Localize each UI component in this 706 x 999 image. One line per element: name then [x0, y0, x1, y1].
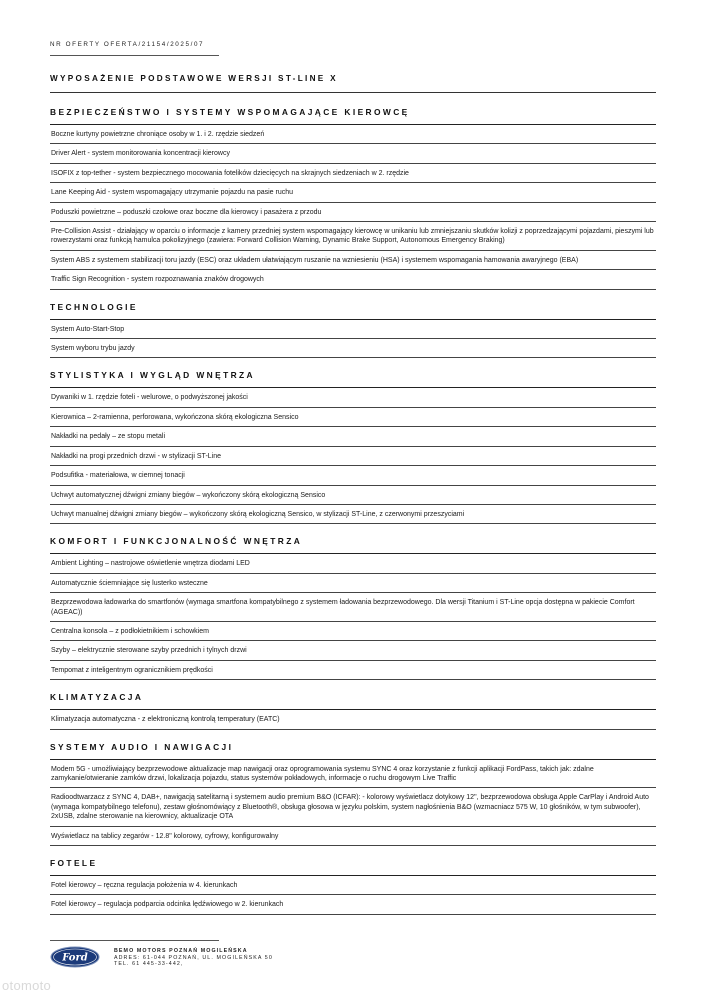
watermark: otomoto [2, 978, 52, 993]
offer-divider [50, 55, 219, 56]
list-item: Boczne kurtyny powietrzne chroniące osoby w 1. i 2. rzędzie siedzeń [50, 125, 656, 144]
title-divider [50, 92, 656, 93]
offer-number: NR OFERTY OFERTA/21154/2025/07 [50, 41, 205, 48]
list-item: Centralna konsola – z podłokietnikiem i schowkiem [50, 622, 656, 641]
dealer-name: BEMO MOTORS POZNAŃ MOGILEŃSKA [114, 948, 248, 954]
section-title: TECHNOLOGIE [50, 302, 656, 320]
list-item: Poduszki powietrzne – poduszki czołowe oraz boczne dla kierowcy i pasażera z przodu [50, 203, 656, 222]
list-item: System wyboru trybu jazdy [50, 339, 656, 358]
section-title: KOMFORT I FUNKCJONALNOŚĆ WNĘTRZA [50, 536, 656, 554]
list-item: Klimatyzacja automatyczna - z elektroniczną kontrolą temperatury (EATC) [50, 710, 656, 729]
dealer-info [114, 948, 273, 968]
section-title: SYSTEMY AUDIO I NAWIGACJI [50, 742, 656, 760]
section [50, 536, 656, 680]
footer [50, 944, 656, 974]
list-item: Dywaniki w 1. rzędzie foteli - welurowe, o podwyższonej jakości [50, 388, 656, 407]
list-item: ISOFIX z top-tether - system bezpiecznego mocowania fotelików dziecięcych na skrajnych siedzeniach w 2. rzędzie [50, 164, 656, 183]
section [50, 370, 656, 524]
section [50, 742, 656, 846]
list-item: System ABS z systemem stabilizacji toru jazdy (ESC) oraz układem ułatwiającym ruszanie na wzniesieniu (HSA) i systemem wspomagania hamowania awaryjnego (EBA) [50, 251, 656, 270]
list-item: Uchwyt manualnej dźwigni zmiany biegów – wykończony skórą ekologiczną Sensico, w stylizacji ST-Line, z czerwonymi przeszyciami [50, 505, 656, 524]
section-title: FOTELE [50, 858, 656, 876]
section [50, 302, 656, 359]
list-item: Automatycznie ściemniające się lusterko wsteczne [50, 574, 656, 593]
footer-divider [50, 940, 219, 941]
list-item: Fotel kierowcy – ręczna regulacja położenia w 4. kierunkach [50, 876, 656, 895]
list-item: Nakładki na progi przednich drzwi - w stylizacji ST-Line [50, 447, 656, 466]
section [50, 858, 656, 915]
dealer-phone: TEL. 61 445-33-442, [114, 961, 184, 968]
section-title: STYLISTYKA I WYGLĄD WNĘTRZA [50, 370, 656, 388]
logo-text: Ford [62, 952, 88, 964]
page-title: WYPOSAŻENIE PODSTAWOWE WERSJI ST-LINE X [50, 74, 338, 83]
list-item: Wyświetlacz na tablicy zegarów - 12.8" kolorowy, cyfrowy, konfigurowalny [50, 827, 656, 846]
section [50, 692, 656, 729]
list-item: System Auto-Start-Stop [50, 320, 656, 339]
list-item: Modem 5G - umożliwiający bezprzewodowe aktualizacje map nawigacji oraz oprogramowania systemu SYNC 4 oraz korzystanie z funkcji aplikacji FordPass, takich jak: zdalne zamykanie/otwieranie zamków drzwi, lokalizacja pojazdu, status systemów pokładowych, informacje o ruchu drogowym Live Traffic [50, 760, 656, 789]
list-item: Driver Alert - system monitorowania koncentracji kierowcy [50, 144, 656, 163]
equipment-sections [50, 107, 656, 927]
list-item: Ambient Lighting – nastrojowe oświetlenie wnętrza diodami LED [50, 554, 656, 573]
list-item: Podsufitka - materiałowa, w ciemnej tonacji [50, 466, 656, 485]
section-title: BEZPIECZEŃSTWO I SYSTEMY WSPOMAGAJĄCE KIEROWCĘ [50, 107, 656, 125]
list-item: Fotel kierowcy – regulacja podparcia odcinka lędźwiowego w 2. kierunkach [50, 895, 656, 914]
list-item: Szyby – elektrycznie sterowane szyby przednich i tylnych drzwi [50, 641, 656, 660]
list-item: Bezprzewodowa ładowarka do smartfonów (wymaga smartfona kompatybilnego z systemem ładowania bezprzewodowego. Dla wersji Titanium i ST-Line opcja dostępna w pakiecie Comfort (AGEAC)) [50, 593, 656, 622]
list-item: Traffic Sign Recognition - system rozpoznawania znaków drogowych [50, 270, 656, 289]
list-item: Tempomat z inteligentnym ogranicznikiem prędkości [50, 661, 656, 680]
list-item: Uchwyt automatycznej dźwigni zmiany biegów – wykończony skórą ekologiczną Sensico [50, 486, 656, 505]
dealer-address: ADRES: 61-044 POZNAŃ, UL. MOGILEŃSKA 50 [114, 954, 273, 961]
section-title: KLIMATYZACJA [50, 692, 656, 710]
list-item: Kierownica – 2-ramienna, perforowana, wykończona skórą ekologiczna Sensico [50, 408, 656, 427]
section [50, 107, 656, 290]
list-item: Nakładki na pedały – ze stopu metali [50, 427, 656, 446]
ford-logo-icon [50, 946, 100, 968]
list-item: Radioodtwarzacz z SYNC 4, DAB+, nawigacją satelitarną i systemem audio premium B&O (ICFAR): - kolorowy wyświetlacz dotykowy 12", bezprzewodowa obsługa Apple CarPlay i Android Auto (wymaga kompatybilnego telefonu), zestaw głośnomówiący z Bluetooth®, obsługa głosowa w języku polskim, system nagłośnienia B&O (wzmacniacz 575 W, 10 głośników, w tym subwoofer), 2xUSB, zdalne sterowanie na kierownicy, aktualizacje OTA [50, 788, 656, 826]
list-item: Pre-Collision Assist - działający w oparciu o informacje z kamery przedniej system wspomagający kierowcę w unikaniu lub zmniejszaniu skutków kolizji z poprzedzającymi pojazdami, pieszymi lub rowerzystami oraz funkcją hamulca pokolizyjnego (zawiera: Forward Collision Warning, Dynamic Brake Support, Autonomous Emergency Braking) [50, 222, 656, 251]
list-item: Lane Keeping Aid - system wspomagający utrzymanie pojazdu na pasie ruchu [50, 183, 656, 202]
